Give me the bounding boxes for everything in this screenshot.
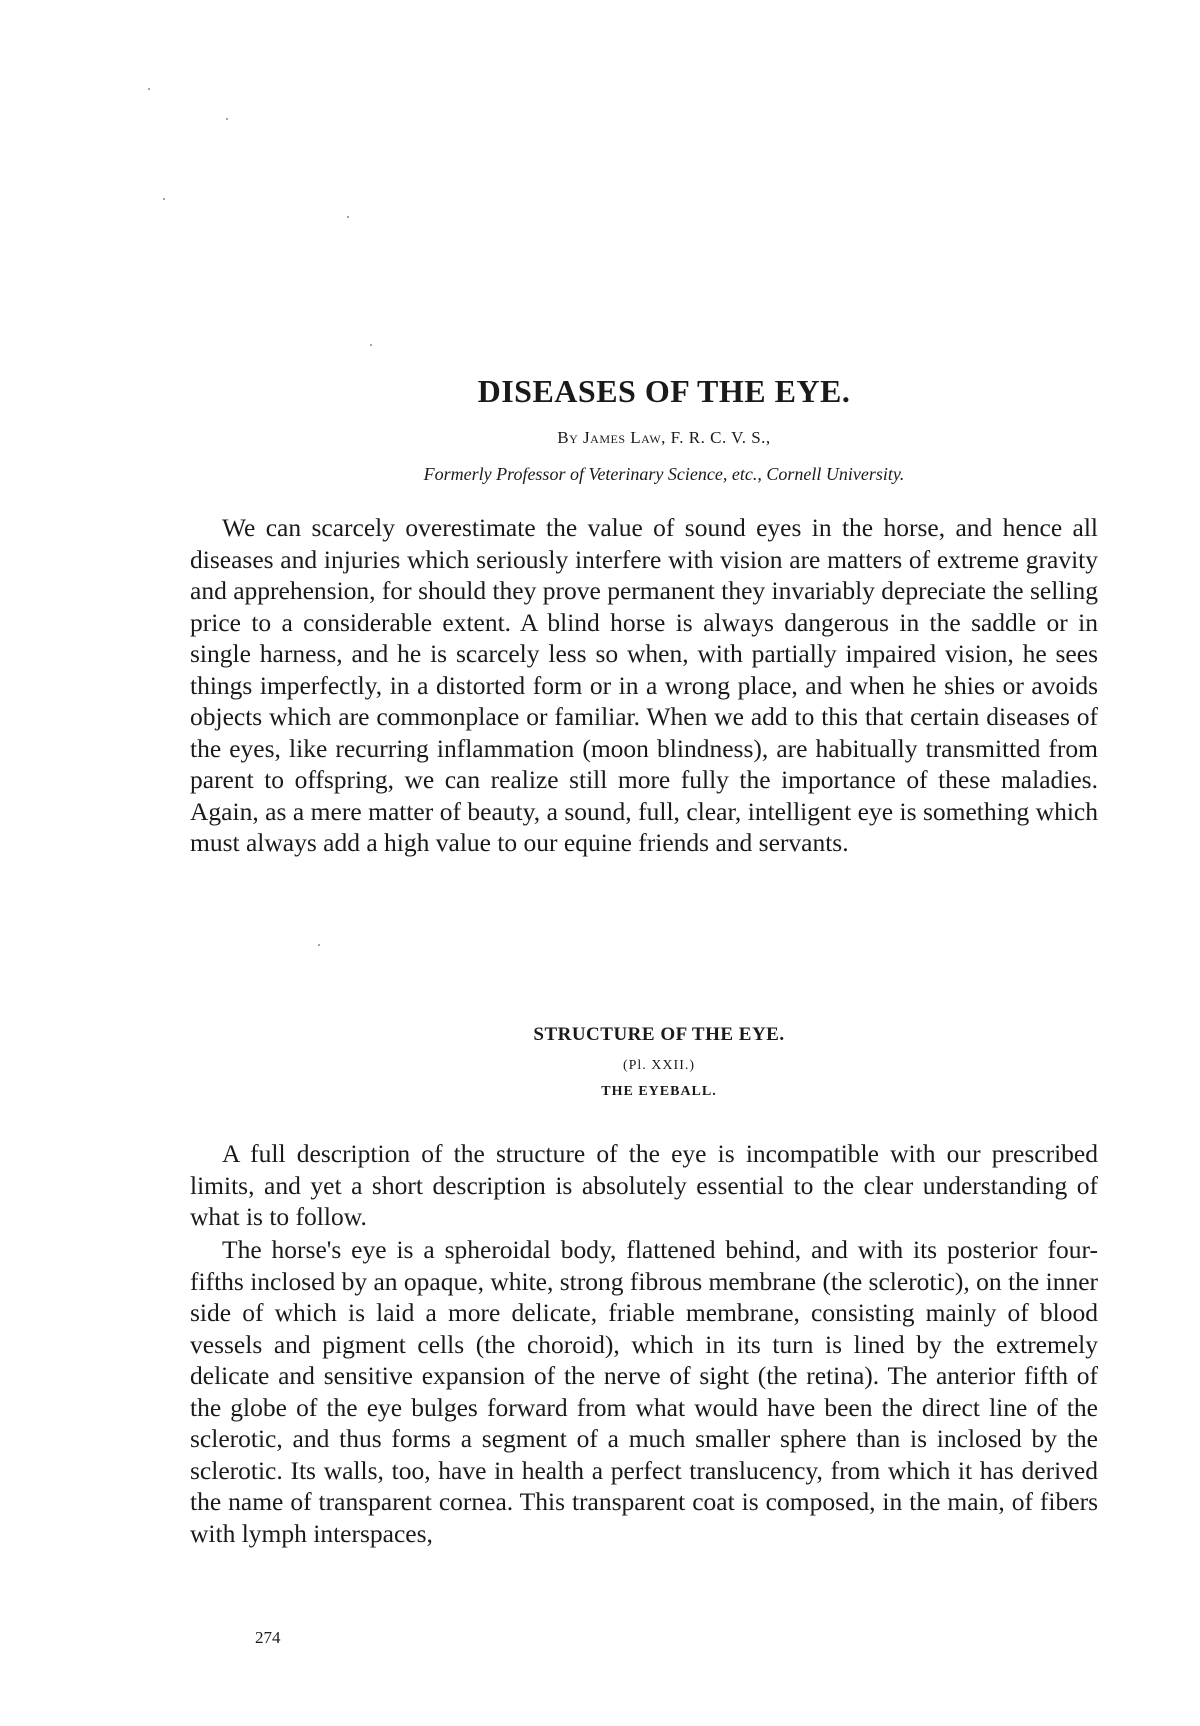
scan-speck <box>318 944 320 946</box>
page-number: 274 <box>255 1628 281 1647</box>
structure-paragraph-1: A full description of the structure of the eye is incompatible with our prescribed limits, and yet a short description is absolutely essential to the clear understanding of what is to follow. <box>190 1139 1098 1231</box>
plate-reference: (Pl. XXII.) <box>622 1058 696 1073</box>
author-affiliation: Formerly Professor of Veterinary Science, etc., Cornell University. <box>423 464 905 484</box>
scan-speck <box>347 216 349 218</box>
author-byline: By James Law, F. R. C. V. S., <box>557 428 771 447</box>
scan-speck <box>226 118 228 120</box>
scan-speck <box>148 88 150 90</box>
scan-speck <box>370 344 372 346</box>
intro-paragraph: We can scarcely overestimate the value of sound eyes in the horse, and hence all diseases and injuries which seriously interfere with vision are matters of extreme gravity and apprehension, for should they prove permanent they invariably depreciate the selling price to a considerable extent. A blind horse is always dangerous in the saddle or in single harness, and he is scarcely less so when, with partially impaired vision, he sees things imperfectly, in a distorted form or in a wrong place, and when he shies or avoids objects which are commonplace or familiar. When we add to this that certain diseases of the eyes, like recurring inflammation (moon blindness), are habitually transmitted from parent to offspring, we can realize still more fully the importance of these maladies. Again, as a mere matter of beauty, a sound, full, clear, intelligent eye is something which must always add a high value to our equine friends and servants. <box>190 513 1098 857</box>
structure-paragraph-2: The horse's eye is a spheroidal body, flattened behind, and with its posterior four-fifths inclosed by an opaque, white, strong fibrous membrane (the sclerotic), on the inner side of which is laid a more delicate, friable membrane, consisting mainly of blood vessels and pigment cells (the choroid), which in its turn is lined by the extremely delicate and sensitive expansion of the nerve of sight (the retina). The anterior fifth of the globe of the eye bulges forward from what would have been the direct line of the sclerotic, and thus forms a segment of a much smaller sphere than is inclosed by the sclerotic. Its walls, too, have in health a perfect translucency, from which it has derived the name of transparent cornea. This transparent coat is composed, in the main, of fibers with lymph interspaces, <box>190 1235 1098 1548</box>
subsection-heading: THE EYEBALL. <box>601 1084 717 1099</box>
article-title: DISEASES OF THE EYE. <box>477 373 851 410</box>
scan-speck <box>163 198 165 200</box>
section-heading: STRUCTURE OF THE EYE. <box>533 1024 785 1045</box>
